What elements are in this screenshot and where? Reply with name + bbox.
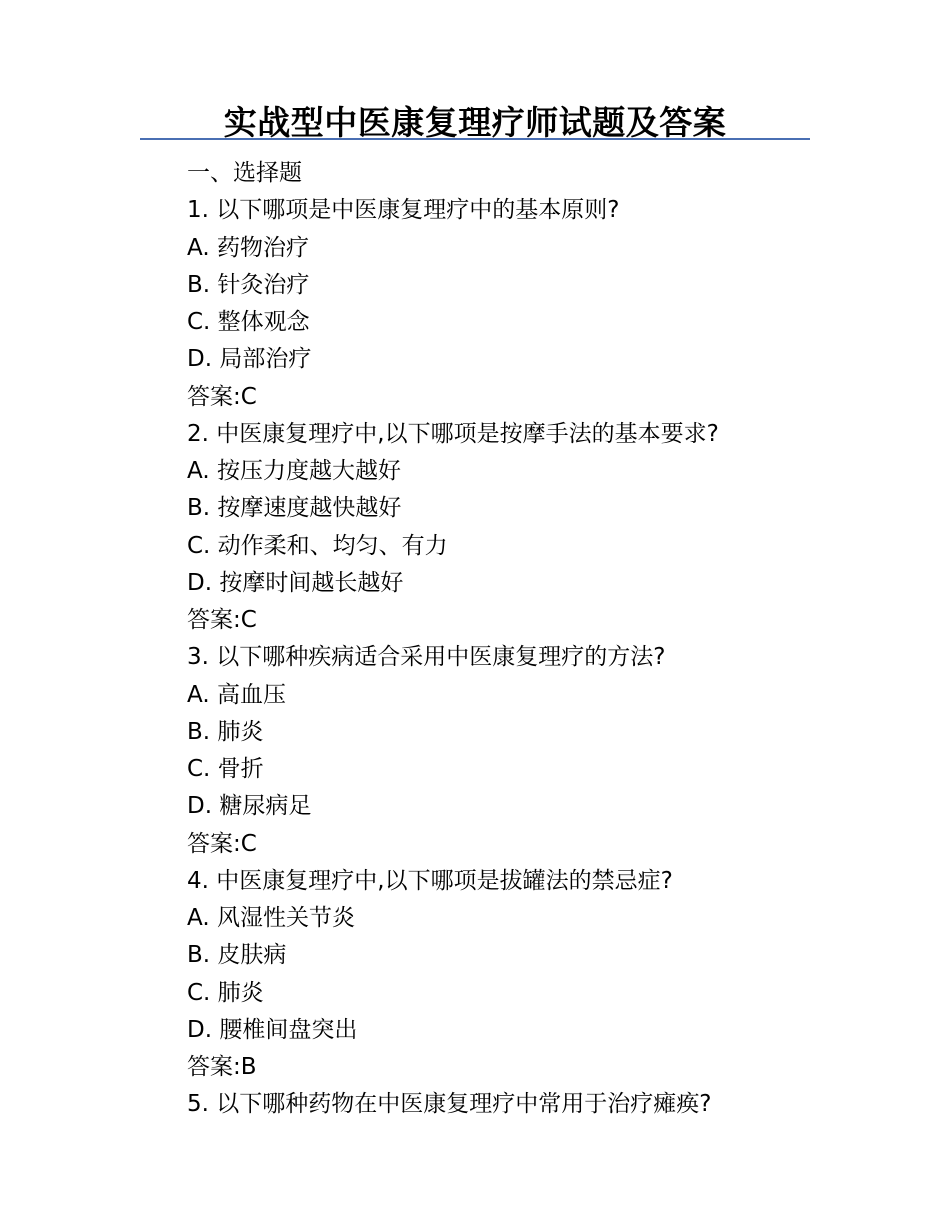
answer-line: 答案:C [187,830,257,857]
option-c: C. 骨折 [187,756,264,782]
question-stem: 4. 中医康复理疗中,以下哪项是拔罐法的禁忌症? [187,867,673,894]
option-c: C. 肺炎 [187,979,264,1006]
option-c: C. 动作柔和、均匀、有力 [187,532,448,559]
option-d: D. 糖尿病足 [187,793,312,820]
answer-line: 答案:C [187,607,257,633]
answer-line: 答案:B [187,1054,257,1080]
option-b: B. 针灸治疗 [187,271,310,298]
option-c: C. 整体观念 [187,309,310,335]
document-title: 实战型中医康复理疗师试题及答案 [223,103,727,142]
question-stem: 1. 以下哪项是中医康复理疗中的基本原则? [187,197,620,224]
section-heading: 一、选择题 [187,160,302,186]
option-b: B. 按摩速度越快越好 [187,495,402,522]
question-stem: 5. 以下哪种药物在中医康复理疗中常用于治疗瘫痪? [187,1091,712,1118]
question-stem: 2. 中医康复理疗中,以下哪项是按摩手法的基本要求? [187,420,719,447]
option-d: D. 按摩时间越长越好 [187,569,404,596]
option-b: B. 肺炎 [187,718,264,745]
option-a: A. 高血压 [187,681,286,708]
option-a: A. 药物治疗 [187,234,309,261]
document-body [187,155,827,1124]
title-underline [140,138,810,140]
option-d: D. 局部治疗 [187,346,312,373]
option-a: A. 按压力度越大越好 [187,458,401,484]
option-d: D. 腰椎间盘突出 [187,1016,358,1043]
question-stem: 3. 以下哪种疾病适合采用中医康复理疗的方法? [187,644,666,671]
answer-line: 答案:C [187,383,257,410]
option-b: B. 皮肤病 [187,942,287,969]
option-a: A. 风湿性关节炎 [187,905,355,931]
